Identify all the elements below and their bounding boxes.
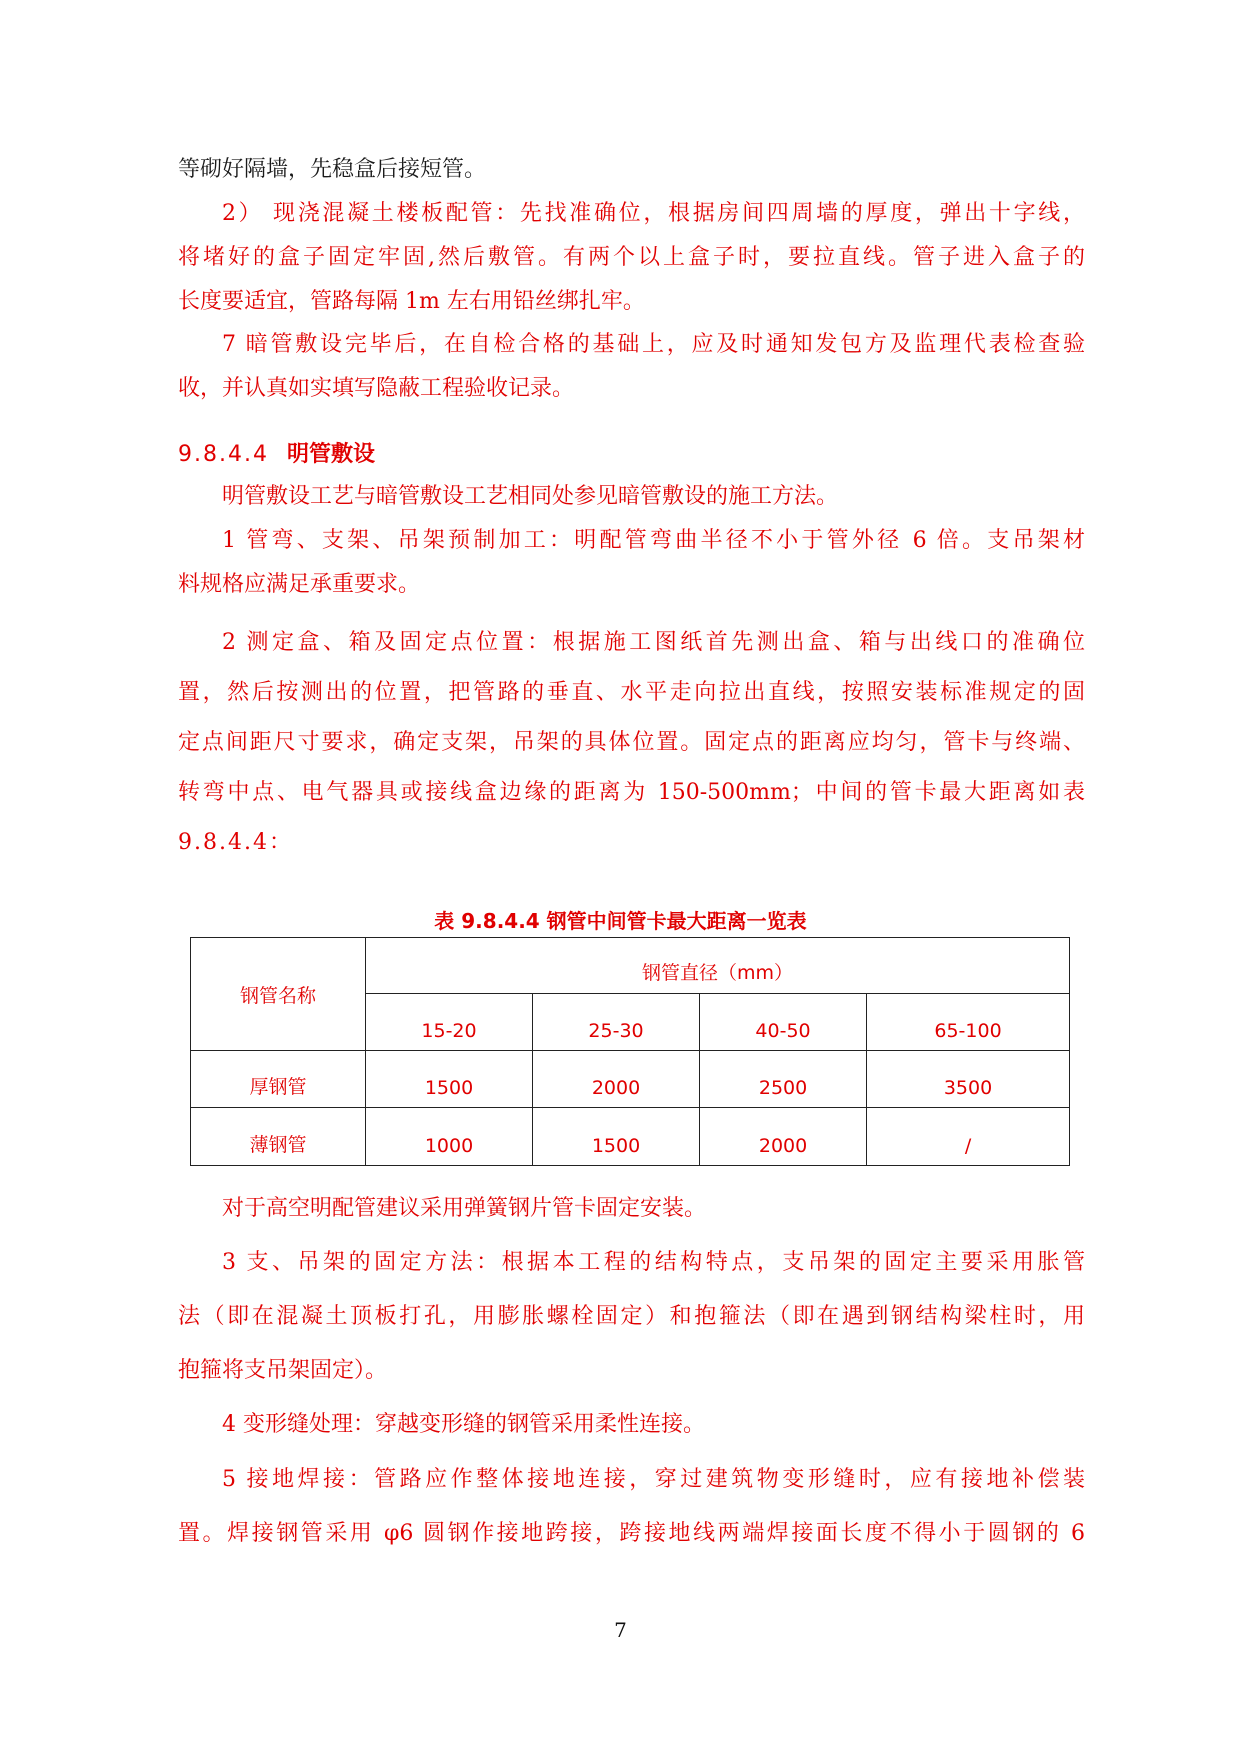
text-line: 7 暗管敷设完毕后，在自检合格的基础上，应及时通知发包方及监理代表检查验 — [222, 332, 1085, 357]
table-row — [191, 1051, 1070, 1108]
header-diameter-group: 钢管直径（mm） — [366, 938, 1070, 994]
text-line: 4 变形缝处理：穿越变形缝的钢管采用柔性连接。 — [222, 1412, 705, 1437]
text-line: 2 测定盒、箱及固定点位置：根据施工图纸首先测出盒、箱与出线口的准确位 — [222, 630, 1085, 655]
section-title: 明管敷设 — [286, 442, 375, 467]
text-line: 置，然后按测出的位置，把管路的垂直、水平走向拉出直线，按照安装标准规定的固 — [178, 680, 1085, 705]
pipe-clamp-table — [190, 937, 1070, 1166]
text-line: 抱箍将支吊架固定）。 — [178, 1358, 388, 1383]
paragraph-item-3 — [178, 1236, 1085, 1398]
text-line: 转弯中点、电气器具或接线盒边缘的距离为 150-500mm；中间的管卡最大距离如表 — [178, 780, 1085, 805]
text-line: 2） 现浇混凝土楼板配管：先找准确位，根据房间四周墙的厚度，弹出十字线， — [222, 201, 1085, 226]
cell-value: 1000 — [366, 1108, 533, 1166]
table-caption: 表 9.8.4.4 钢管中间管卡最大距离一览表 — [434, 909, 807, 933]
cell-value: / — [867, 1108, 1070, 1166]
paragraph-concealed-inspection — [178, 323, 1085, 411]
text-line: 等砌好隔墙，先稳盒后接短管。 — [178, 157, 487, 182]
paragraph-item-1 — [178, 519, 1085, 607]
paragraph-item-4 — [178, 1398, 1085, 1452]
text-line: 3 支、吊架的固定方法：根据本工程的结构特点，支吊架的固定主要采用胀管 — [222, 1250, 1085, 1275]
section-number: 9.8.4.4 — [178, 442, 269, 467]
header-diameter: 15-20 — [366, 994, 533, 1051]
cell-value: 1500 — [366, 1051, 533, 1108]
text-line: 置。焊接钢管采用 φ6 圆钢作接地跨接，跨接地线两端焊接面长度不得小于圆钢的 6 — [178, 1521, 1085, 1546]
text-line: 对于高空明配管建议采用弹簧钢片管卡固定安装。 — [222, 1196, 707, 1221]
paragraph-intro — [178, 475, 1085, 519]
text-line: 明管敷设工艺与暗管敷设工艺相同处参见暗管敷设的施工方法。 — [222, 484, 839, 509]
page-number: 7 — [614, 1618, 627, 1642]
text-line: 1 管弯、支架、吊架预制加工：明配管弯曲半径不小于管外径 6 倍。支吊架材 — [222, 528, 1085, 553]
cell-value: 2500 — [700, 1051, 867, 1108]
cell-value: 1500 — [533, 1108, 700, 1166]
text-line: 料规格应满足承重要求。 — [178, 572, 421, 597]
paragraph-item-5 — [178, 1453, 1085, 1561]
text-line: 收，并认真如实填写隐蔽工程验收记录。 — [178, 376, 575, 401]
header-diameter: 25-30 — [533, 994, 700, 1051]
cell-value: 2000 — [533, 1051, 700, 1108]
header-pipe-name: 钢管名称 — [191, 938, 366, 1051]
text-line: 9.8.4.4： — [178, 830, 293, 855]
text-line: 法（即在混凝土顶板打孔，用膨胀螺栓固定）和抱箍法（即在遇到钢结构梁柱时，用 — [178, 1304, 1085, 1329]
row-name: 厚钢管 — [191, 1051, 366, 1108]
header-diameter: 65-100 — [867, 994, 1070, 1051]
table-row — [191, 1108, 1070, 1166]
paragraph-item-2 — [178, 618, 1085, 868]
section-heading — [178, 433, 375, 477]
header-diameter: 40-50 — [700, 994, 867, 1051]
text-line: 5 接地焊接：管路应作整体接地连接，穿过建筑物变形缝时，应有接地补偿装 — [222, 1467, 1085, 1492]
text-line: 定点间距尺寸要求，确定支架，吊架的具体位置。固定点的距离应均匀，管卡与终端、 — [178, 730, 1085, 755]
paragraph-continuation — [178, 148, 1085, 192]
row-name: 薄钢管 — [191, 1108, 366, 1166]
cell-value: 3500 — [867, 1051, 1070, 1108]
paragraph-slab-conduit — [178, 192, 1085, 324]
paragraph-high-altitude — [178, 1182, 1085, 1236]
text-line: 长度要适宜，管路每隔 1m 左右用铅丝绑扎牢。 — [178, 289, 645, 314]
cell-value: 2000 — [700, 1108, 867, 1166]
text-line: 将堵好的盒子固定牢固,然后敷管。有两个以上盒子时，要拉直线。管子进入盒子的 — [178, 245, 1085, 270]
